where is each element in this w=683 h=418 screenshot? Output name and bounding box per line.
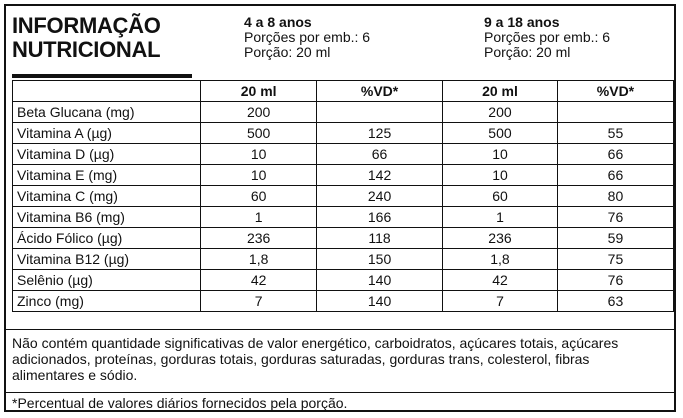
table-header-row [13, 81, 674, 102]
nutrient-name: Beta Glucana (mg) [13, 102, 201, 123]
amount-g1: 60 [201, 186, 317, 207]
dv-g1 [317, 102, 443, 123]
header-dv-g2: %VD* [557, 81, 673, 102]
dv-g2: 76 [557, 207, 673, 228]
table-row [13, 207, 674, 228]
dv-g1: 140 [317, 270, 443, 291]
amount-g1: 42 [201, 270, 317, 291]
nutrient-name: Vitamina C (mg) [13, 186, 201, 207]
title-divider [12, 74, 192, 78]
dv-footnote: *Percentual de valores diários fornecidos pela porção. [12, 395, 348, 411]
header-amount-g2: 20 ml [443, 81, 558, 102]
dv-g1: 66 [317, 144, 443, 165]
dv-g2: 80 [557, 186, 673, 207]
amount-g1: 1 [201, 207, 317, 228]
nutrient-name: Zinco (mg) [13, 291, 201, 312]
group-header-4-8 [244, 15, 370, 60]
dv-g2: 66 [557, 144, 673, 165]
dv-g2: 59 [557, 228, 673, 249]
header-amount-g1: 20 ml [201, 81, 317, 102]
amount-g2: 236 [443, 228, 558, 249]
group-portion: Porção: 20 ml [244, 44, 331, 60]
dv-g2: 66 [557, 165, 673, 186]
group-header-9-18 [484, 15, 610, 60]
amount-g2: 200 [443, 102, 558, 123]
table-row [13, 165, 674, 186]
amount-g1: 10 [201, 144, 317, 165]
group-servings: Porções por emb.: 6 [484, 29, 611, 45]
table-row [13, 144, 674, 165]
title-line-2: NUTRICIONAL [12, 37, 161, 62]
amount-g1: 236 [201, 228, 317, 249]
amount-g2: 60 [443, 186, 558, 207]
nutrient-name: Vitamina B6 (mg) [13, 207, 201, 228]
nutrient-name: Vitamina A (µg) [13, 123, 201, 144]
dv-g2: 55 [557, 123, 673, 144]
dv-g1: 150 [317, 249, 443, 270]
header-nutrient [13, 81, 201, 102]
dv-g2: 75 [557, 249, 673, 270]
panel-title [12, 14, 161, 62]
amount-g1: 500 [201, 123, 317, 144]
amount-g2: 1,8 [443, 249, 558, 270]
table-row [13, 291, 674, 312]
dv-g1: 125 [317, 123, 443, 144]
amount-g1: 1,8 [201, 249, 317, 270]
amount-g2: 42 [443, 270, 558, 291]
header-dv-g1: %VD* [317, 81, 443, 102]
title-line-1: INFORMAÇÃO [12, 13, 161, 38]
footnote-divider [6, 392, 674, 393]
amount-g1: 10 [201, 165, 317, 186]
dv-g1: 118 [317, 228, 443, 249]
nutrient-name: Ácido Fólico (µg) [13, 228, 201, 249]
amount-g2: 10 [443, 144, 558, 165]
dv-g2 [557, 102, 673, 123]
nutrition-facts-panel [4, 4, 676, 412]
table-row [13, 102, 674, 123]
amount-g1: 200 [201, 102, 317, 123]
dv-g2: 76 [557, 270, 673, 291]
group-name: 9 a 18 anos [484, 14, 560, 30]
amount-g2: 1 [443, 207, 558, 228]
amount-g2: 500 [443, 123, 558, 144]
nutrient-name: Vitamina E (mg) [13, 165, 201, 186]
table-row [13, 123, 674, 144]
nutrient-name: Vitamina D (µg) [13, 144, 201, 165]
dv-g1: 142 [317, 165, 443, 186]
table-row [13, 228, 674, 249]
notes-divider [6, 329, 674, 330]
not-significant-note: Não contém quantidade significativas de valor energético, carboidratos, açúcares totais, açúcares adicionados, proteínas, gorduras totais, gorduras saturadas, gorduras trans, colesterol, fibras alimentares e sódio. [12, 335, 619, 383]
group-servings: Porções por emb.: 6 [244, 29, 371, 45]
amount-g1: 7 [201, 291, 317, 312]
table-row [13, 249, 674, 270]
dv-g1: 140 [317, 291, 443, 312]
table-row [13, 186, 674, 207]
nutrient-name: Selênio (µg) [13, 270, 201, 291]
group-portion: Porção: 20 ml [484, 44, 571, 60]
dv-g2: 63 [557, 291, 673, 312]
dv-g1: 166 [317, 207, 443, 228]
dv-g1: 240 [317, 186, 443, 207]
nutrient-name: Vitamina B12 (µg) [13, 249, 201, 270]
group-name: 4 a 8 anos [244, 14, 312, 30]
nutrition-table [12, 80, 674, 312]
amount-g2: 7 [443, 291, 558, 312]
amount-g2: 10 [443, 165, 558, 186]
table-row [13, 270, 674, 291]
